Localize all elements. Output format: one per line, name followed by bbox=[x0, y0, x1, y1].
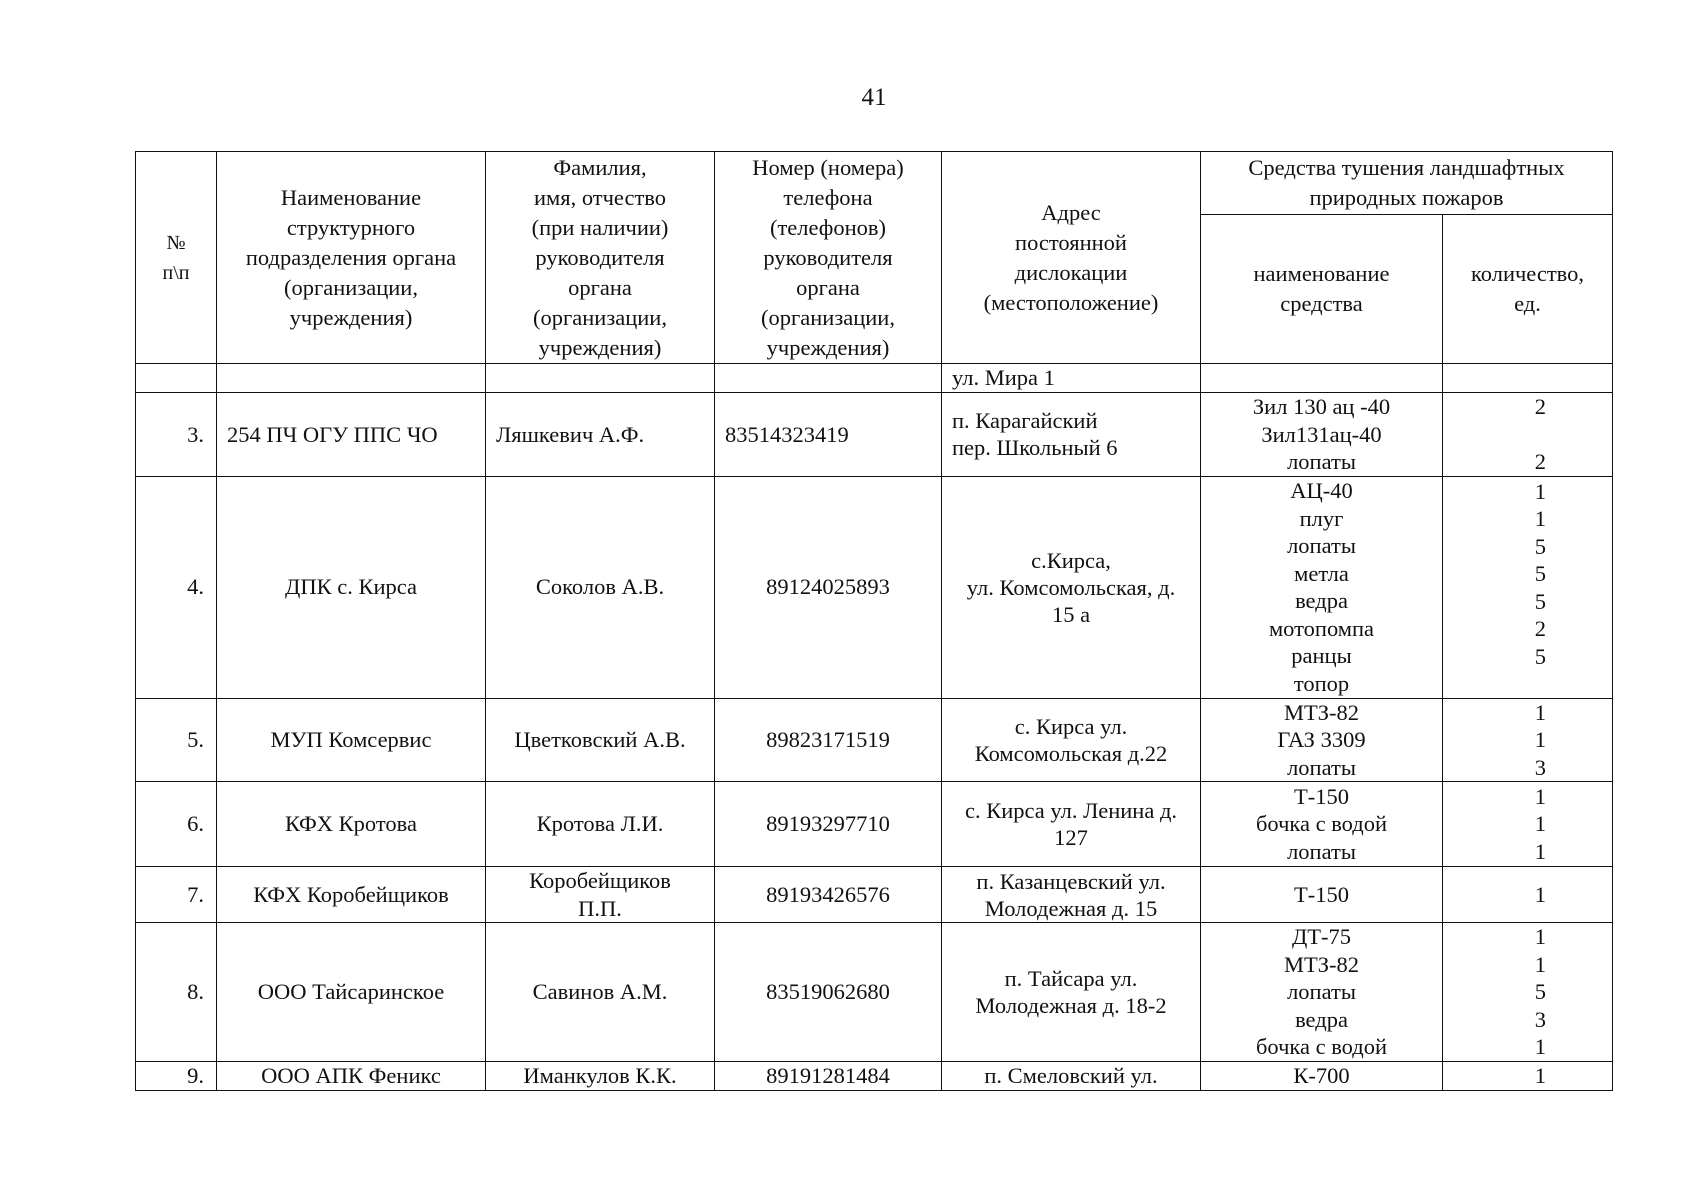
address-cell: с. Кирса ул. Ленина д. 127 bbox=[942, 782, 1201, 867]
means-qty-cell: 2 2 bbox=[1443, 393, 1613, 477]
table-row bbox=[136, 867, 1613, 923]
head-name-cell: Соколов А.В. bbox=[486, 476, 715, 698]
table-row bbox=[136, 1061, 1613, 1090]
row-number: 6. bbox=[136, 782, 217, 867]
table-row bbox=[136, 782, 1613, 867]
unit-name-cell: ООО Тайсаринское bbox=[217, 923, 486, 1062]
header-address: Адрес постоянной дислокации (местоположение) bbox=[942, 152, 1201, 364]
address-cell: п. Казанцевский ул. Молодежная д. 15 bbox=[942, 867, 1201, 923]
phone-cell: 89823171519 bbox=[715, 698, 942, 782]
means-name-cell: Зил 130 ац -40 Зил131ац-40 лопаты bbox=[1201, 393, 1443, 477]
header-head-name: Фамилия, имя, отчество (при наличии) руководителя органа (организации, учреждения) bbox=[486, 152, 715, 364]
address-cell: с. Кирса ул. Комсомольская д.22 bbox=[942, 698, 1201, 782]
means-name-cell: Т-150 bbox=[1201, 867, 1443, 923]
means-name-cell: К-700 bbox=[1201, 1061, 1443, 1090]
row-number: 4. bbox=[136, 476, 217, 698]
row-number: 8. bbox=[136, 923, 217, 1062]
unit-name-cell: ДПК с. Кирса bbox=[217, 476, 486, 698]
means-name-cell: АЦ-40 плуг лопаты метла ведра мотопомпа ранцы топор bbox=[1201, 476, 1443, 698]
means-qty-cell: 1 bbox=[1443, 867, 1613, 923]
means-qty-cell: 1 1 5 3 1 bbox=[1443, 923, 1613, 1062]
address-cell: п. Карагайский пер. Школьный 6 bbox=[942, 393, 1201, 477]
means-qty-cell: 1 1 5 5 5 2 5 bbox=[1443, 476, 1613, 698]
unit-name-cell: МУП Комсервис bbox=[217, 698, 486, 782]
carry-over-row bbox=[136, 364, 1613, 393]
header-unit-name: Наименование структурного подразделения органа (организации, учреждения) bbox=[217, 152, 486, 364]
row-number: 9. bbox=[136, 1061, 217, 1090]
phone-cell: 89193426576 bbox=[715, 867, 942, 923]
unit-name-cell: 254 ПЧ ОГУ ППС ЧО bbox=[217, 393, 486, 477]
table-row bbox=[136, 923, 1613, 1062]
head-name-cell: Коробейщиков П.П. bbox=[486, 867, 715, 923]
head-name-cell: Иманкулов К.К. bbox=[486, 1061, 715, 1090]
unit-name-cell: КФХ Кротова bbox=[217, 782, 486, 867]
phone-cell: 83514323419 bbox=[715, 393, 942, 477]
head-name-cell: Савинов А.М. bbox=[486, 923, 715, 1062]
head-name-cell: Ляшкевич А.Ф. bbox=[486, 393, 715, 477]
means-qty-cell: 1 1 1 bbox=[1443, 782, 1613, 867]
row-number: 3. bbox=[136, 393, 217, 477]
means-name-cell: МТЗ-82 ГАЗ 3309 лопаты bbox=[1201, 698, 1443, 782]
header-means-name: наименование средства bbox=[1201, 215, 1443, 364]
header-no: № п\п bbox=[136, 152, 217, 364]
phone-cell: 89193297710 bbox=[715, 782, 942, 867]
means-name-cell: ДТ-75 МТЗ-82 лопаты ведра бочка с водой bbox=[1201, 923, 1443, 1062]
header-means-qty: количество, ед. bbox=[1443, 215, 1613, 364]
means-qty-cell: 1 1 3 bbox=[1443, 698, 1613, 782]
unit-name-cell: ООО АПК Феникс bbox=[217, 1061, 486, 1090]
fire-means-table bbox=[135, 151, 1613, 1091]
table-row bbox=[136, 698, 1613, 782]
phone-cell: 83519062680 bbox=[715, 923, 942, 1062]
row-number: 5. bbox=[136, 698, 217, 782]
address-cell: п. Смеловский ул. bbox=[942, 1061, 1201, 1090]
table-row bbox=[136, 476, 1613, 698]
head-name-cell: Цветковский А.В. bbox=[486, 698, 715, 782]
row-number: 7. bbox=[136, 867, 217, 923]
table-row bbox=[136, 393, 1613, 477]
unit-name-cell: КФХ Коробейщиков bbox=[217, 867, 486, 923]
header-row-1 bbox=[136, 152, 1613, 215]
means-name-cell: Т-150 бочка с водой лопаты bbox=[1201, 782, 1443, 867]
address-cell: ул. Мира 1 bbox=[942, 364, 1201, 393]
phone-cell: 89124025893 bbox=[715, 476, 942, 698]
address-cell: п. Тайсара ул. Молодежная д. 18-2 bbox=[942, 923, 1201, 1062]
address-cell: с.Кирса, ул. Комсомольская, д. 15 а bbox=[942, 476, 1201, 698]
page-number: 41 bbox=[861, 84, 887, 111]
phone-cell: 89191281484 bbox=[715, 1061, 942, 1090]
means-qty-cell: 1 bbox=[1443, 1061, 1613, 1090]
head-name-cell: Кротова Л.И. bbox=[486, 782, 715, 867]
header-phone: Номер (номера) телефона (телефонов) руководителя органа (организации, учреждения) bbox=[715, 152, 942, 364]
header-means-group: Средства тушения ландшафтных природных пожаров bbox=[1201, 152, 1613, 215]
